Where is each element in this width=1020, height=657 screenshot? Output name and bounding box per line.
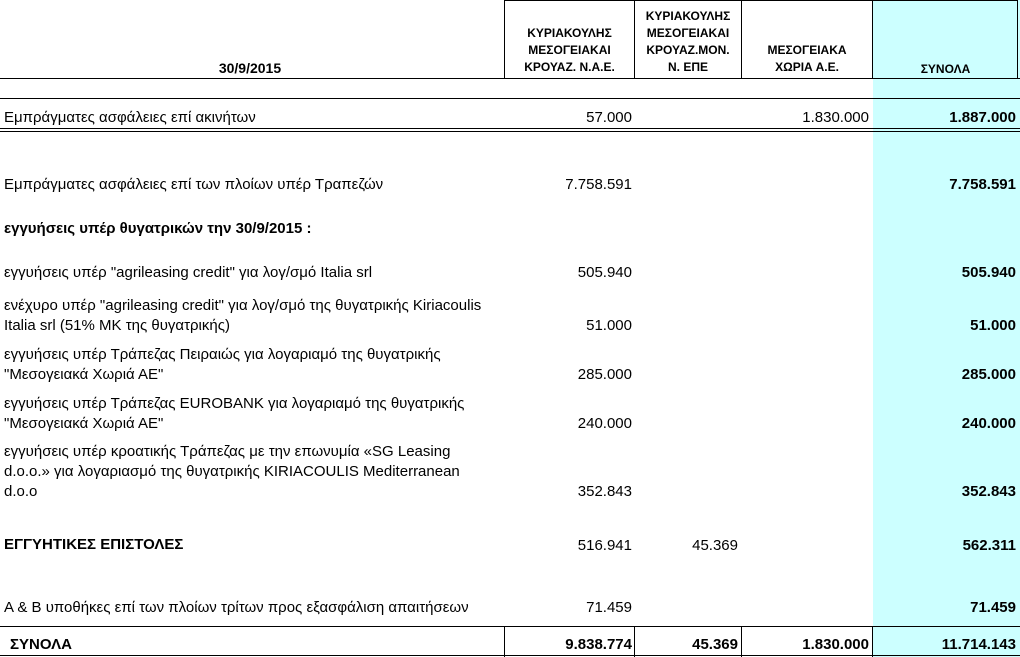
- row-label: [4, 394, 464, 434]
- date-header: 30/9/2015: [218, 60, 282, 76]
- totals-col2-value: 45.369: [692, 636, 738, 653]
- row-label-line: d.o.o: [4, 483, 38, 500]
- row-label: Εμπράγματες ασφάλειες επί των πλοίων υπέρ Τραπεζών: [4, 176, 384, 193]
- col2-header: [635, 8, 741, 76]
- row-label: εγγυήσεις υπέρ "agrileasing credit" για λογ/σμό Italia srl: [4, 264, 373, 281]
- row-col1-value: 240.000: [577, 415, 632, 432]
- row-label: [4, 296, 481, 336]
- col3-header-line: ΜΕΣΟΓΕΙΑΚΑ: [767, 43, 847, 57]
- header-rule: [0, 98, 1020, 99]
- row-total-value: 562.311: [962, 537, 1016, 554]
- totals-col1-value: 9.838.774: [565, 636, 632, 653]
- totals-bottom-line: [0, 655, 1020, 656]
- row-label: [4, 345, 441, 385]
- row-total-value: 71.459: [970, 599, 1016, 616]
- row-col1-value: 352.843: [577, 483, 632, 500]
- row-total-value: 240.000: [961, 415, 1016, 432]
- row-col2-value: 45.369: [692, 537, 738, 554]
- col4-header: ΣΥΝΟΛΑ: [920, 62, 971, 76]
- col2-header-line: ΚΥΡΙΑΚΟΥΛΗΣ: [645, 9, 731, 23]
- col1-header-line: ΜΕΣΟΓΕΙΑΚΑΙ: [528, 43, 611, 57]
- header-bottom-line: [0, 78, 1020, 79]
- row-col1-value: 51.000: [586, 317, 632, 334]
- row-label-line: εγγυήσεις υπέρ Τράπεζας Πειραιώς για λογαριαμό της θυγατρικής: [4, 346, 441, 363]
- col3-header-line: ΧΩΡΙΑ Α.Ε.: [775, 60, 839, 74]
- row-label-line: "Μεσογειακά Χωριά ΑΕ": [4, 366, 164, 383]
- header-top-line: [504, 0, 1018, 1]
- row-total-value: 352.843: [961, 483, 1016, 500]
- totals-top-line: [0, 626, 1020, 627]
- col3-header: [742, 42, 872, 76]
- row-total-value: 505.940: [961, 264, 1016, 281]
- col2-header-line: ΚΡΟΥΑΖ.ΜΟΝ.: [646, 43, 730, 57]
- row-label: ΕΓΓΥΗΤΙΚΕΣ ΕΠΙΣΤΟΛΕΣ: [4, 536, 184, 553]
- row-col1-value: 71.459: [586, 599, 632, 616]
- row-label-line: "Μεσογειακά Χωριά ΑΕ": [4, 415, 164, 432]
- row-label: Α & Β υποθήκες επί των πλοίων τρίτων προς εξασφάλιση απαιτήσεων: [4, 599, 469, 616]
- row-col1-value: 57.000: [586, 109, 632, 126]
- col2-header-line: ΜΕΣΟΓΕΙΑΚΑΙ: [646, 26, 730, 40]
- row-total-value: 285.000: [961, 366, 1016, 383]
- row-label-line: d.o.o.» για λογαριασμό της θυγατρικής KIRIACOULIS Mediterranean: [4, 463, 460, 480]
- row-col1-value: 516.941: [577, 537, 632, 554]
- col1-header: [505, 25, 634, 76]
- col1-header-line: ΚΡΟΥΑΖ. Ν.Α.Ε.: [524, 60, 615, 74]
- row-label-line: Italia srl (51% ΜΚ της θυγατρικής): [4, 317, 230, 334]
- row-label: Εμπράγματες ασφάλειες επί ακινήτων: [4, 109, 256, 126]
- row-total-value: 1.887.000: [949, 109, 1016, 126]
- row-label: [4, 442, 460, 502]
- col1-header-line: ΚΥΡΙΑΚΟΥΛΗΣ: [527, 26, 612, 40]
- row-total-value: 7.758.591: [949, 176, 1016, 193]
- row-col1-value: 505.940: [577, 264, 632, 281]
- totals-grand-total: 11.714.143: [941, 636, 1016, 653]
- row-col3-value: 1.830.000: [802, 109, 869, 126]
- row-divider: [0, 131, 1020, 132]
- row-divider: [0, 128, 1020, 129]
- totals-col3-value: 1.830.000: [802, 636, 869, 653]
- section-heading: εγγυήσεις υπέρ θυγατρικών την 30/9/2015 :: [4, 220, 312, 237]
- row-label-line: ενέχυρο υπέρ "agrileasing credit" για λογ/σμό της θυγατρικής Kiriacoulis: [4, 297, 482, 314]
- row-label-line: εγγυήσεις υπέρ κροατικής Τράπεζας με την επωνυμία «SG Leasing: [4, 443, 451, 460]
- col2-header-line: Ν. ΕΠΕ: [667, 60, 708, 74]
- row-label-line: εγγυήσεις υπέρ Τράπεζας EUROBANK για λογαριαμό της θυγατρικής: [4, 395, 465, 412]
- row-col1-value: 285.000: [577, 366, 632, 383]
- totals-label: ΣΥΝΟΛΑ: [10, 636, 72, 653]
- row-total-value: 51.000: [970, 317, 1016, 334]
- row-col1-value: 7.758.591: [565, 176, 632, 193]
